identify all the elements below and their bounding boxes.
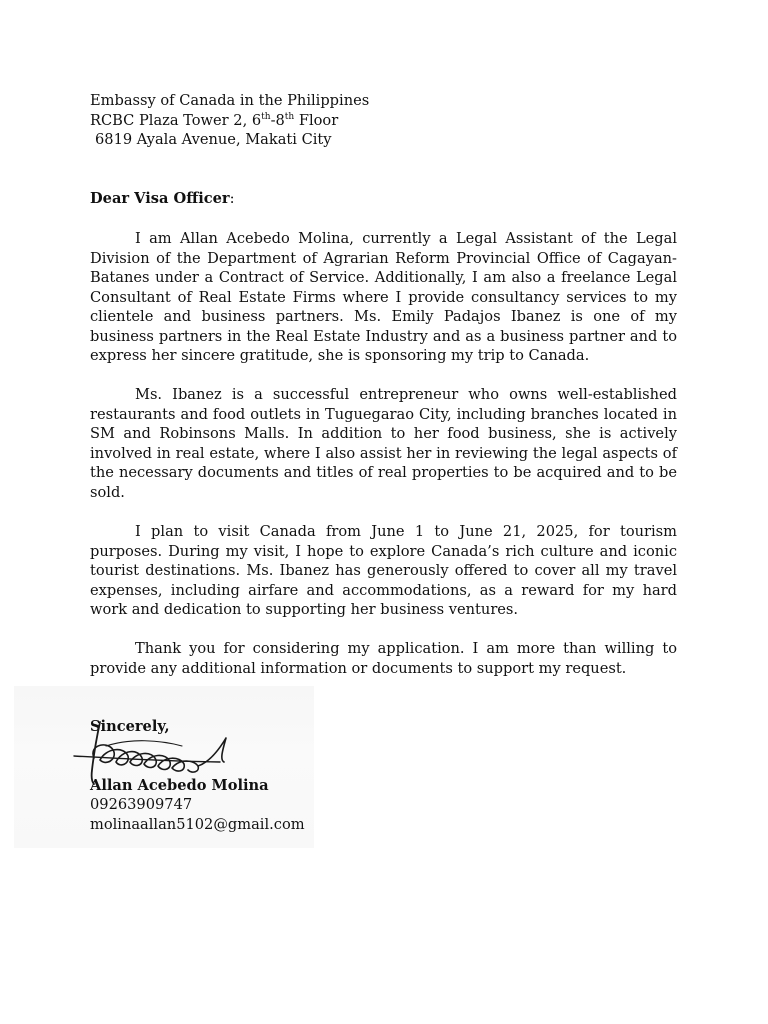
address-line-3: 6819 Ayala Avenue, Makati City [95,131,332,148]
body-paragraph-4: Thank you for considering my application. I am more than willing to provide any additional information or documents to support my request. [90,640,677,677]
body-paragraph-2: Ms. Ibanez is a successful entrepreneur who owns well-established restaurants and food outlets in Tuguegarao City, including branches located in SM and Robinsons Malls. In addition to her food business, she is actively involved in real estate, where I also assist her in reviewing the legal aspects of the necessary documents and titles of real properties to be acquired and to be sold. [90,386,677,501]
ordinal-suffix-1: th [261,111,271,122]
address-line-2-mid: -8 [270,111,285,129]
body-paragraph-1: I am Allan Acebedo Molina, currently a Legal Assistant of the Legal Division of the Department of Agrarian Reform Provincial Office of Cagayan-Batanes under a Contract of Service. Additionally, I am also a freelance Legal Consultant of Real Estate Firms where I provide consultancy services to my clientele and business partners. Ms. Emily Padajos Ibanez is one of my business partners in the Real Estate Industry and as a business partner and to express her sincere gratitude, she is sponsoring my trip to Canada. [90,230,677,364]
signatory-name: Allan Acebedo Molina [90,776,269,794]
salutation [90,189,677,209]
signatory-phone: 09263909747 [90,796,193,813]
address-line-1: Embassy of Canada in the Philippines [90,92,370,109]
handwritten-signature-icon [70,718,240,790]
valediction: Sincerely, [90,718,170,735]
salutation-punct: : [229,190,235,207]
salutation-text: Dear Visa Officer [90,190,230,207]
address-line-2 [90,111,677,131]
recipient-address [90,91,677,150]
address-line-2-prefix: RCBC Plaza Tower 2, 6 [90,111,262,129]
signatory-email: molinaallan5102@gmail.com [90,815,305,833]
body-paragraph-3: I plan to visit Canada from June 1 to June 21, 2025, for tourism purposes. During my visit, I hope to explore Canada’s rich culture and iconic tourist destinations. Ms. Ibanez has generously offered to cover all my travel expenses, including airfare and accommodations, as a reward for my hard work and dedication to supporting her business ventures. [90,523,677,618]
ordinal-suffix-2: th [284,111,295,122]
address-line-2-suffix: Floor [294,111,339,129]
